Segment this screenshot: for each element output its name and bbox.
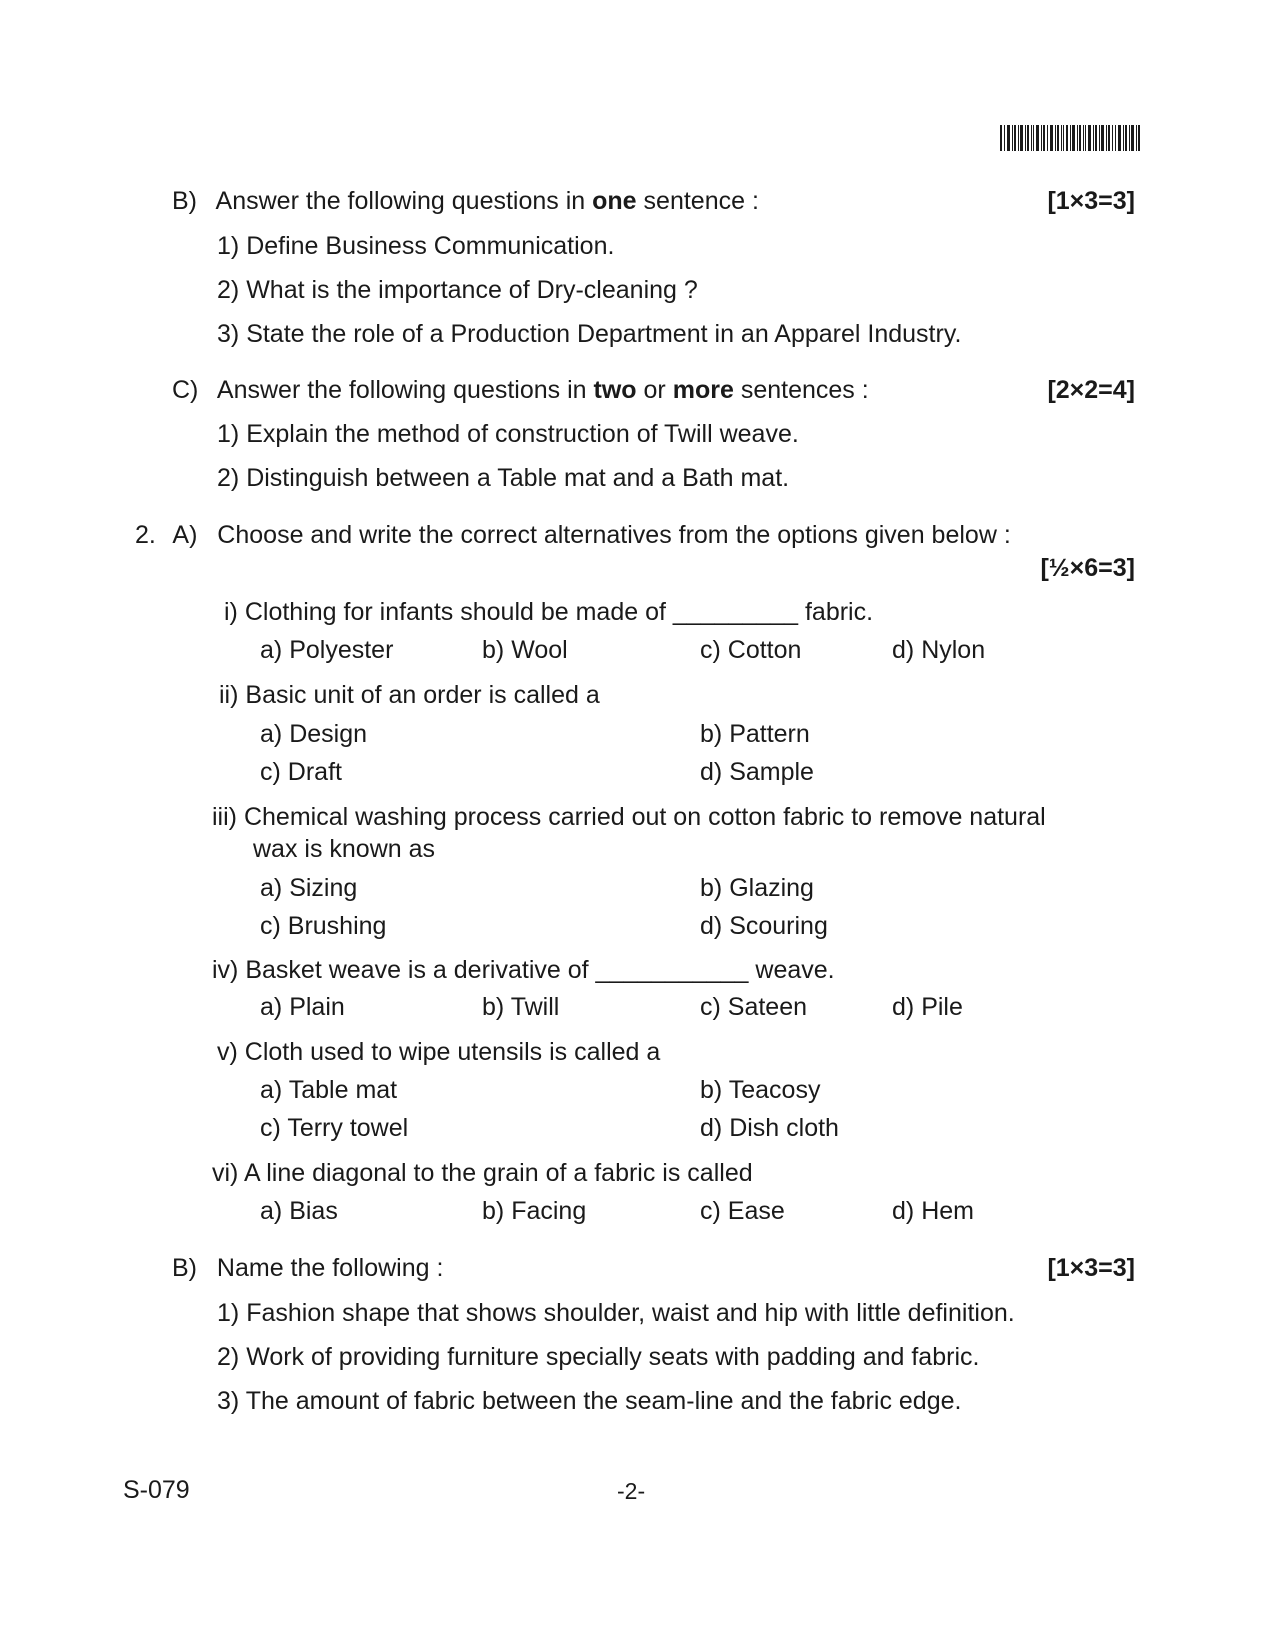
question-item xyxy=(217,278,698,303)
mcq-number: v) xyxy=(217,1038,238,1066)
mcq-number: iii) xyxy=(212,803,237,831)
item-text: Work of providing furniture specially seats with padding and fabric. xyxy=(246,1343,980,1371)
question-item xyxy=(217,1389,961,1414)
mcq-question xyxy=(212,1161,753,1186)
item-text: Fashion shape that shows shoulder, waist and hip with little definition. xyxy=(246,1299,1015,1327)
marks-allocation: [1×3=3] xyxy=(1047,1254,1135,1282)
mcq-number: iv) xyxy=(212,956,239,984)
section-c-heading xyxy=(172,378,869,403)
question-2-heading xyxy=(135,523,1011,548)
instruction-text: Choose and write the correct alternatives from the options given below : xyxy=(217,521,1011,549)
mcq-question xyxy=(217,1040,660,1065)
instruction-text: Name the following : xyxy=(216,1254,444,1282)
instruction-text: Answer the following questions in xyxy=(216,376,587,404)
instruction-emphasis: two xyxy=(593,376,637,404)
marks-allocation: [½×6=3] xyxy=(1040,554,1135,582)
mcq-option: c) Draft xyxy=(260,758,342,786)
mcq-option: b) Wool xyxy=(482,636,568,664)
mcq-question xyxy=(219,683,600,708)
question-number: 2. xyxy=(135,521,156,549)
mcq-option: b) Glazing xyxy=(700,874,814,902)
mcq-number: i) xyxy=(224,598,238,626)
mcq-option: d) Scouring xyxy=(700,912,828,940)
mcq-option: d) Pile xyxy=(892,993,963,1021)
mcq-question xyxy=(212,958,835,983)
item-number: 2) xyxy=(217,1343,240,1371)
instruction-emphasis: more xyxy=(672,376,734,404)
mcq-option: c) Sateen xyxy=(700,993,808,1021)
barcode-icon xyxy=(1000,125,1140,151)
mcq-option: a) Polyester xyxy=(260,636,394,664)
mcq-text-continued: wax is known as xyxy=(253,835,436,863)
instruction-text: sentences : xyxy=(740,376,869,404)
instruction-text: Answer the following questions in xyxy=(215,187,586,215)
question-item xyxy=(217,422,799,447)
mcq-option: c) Terry towel xyxy=(260,1114,409,1142)
question-item xyxy=(217,322,961,347)
item-text: The amount of fabric between the seam-line and the fabric edge. xyxy=(245,1387,962,1415)
mcq-text: Chemical washing process carried out on cotton fabric to remove natural xyxy=(243,803,1046,831)
mcq-option: a) Bias xyxy=(260,1197,338,1225)
page-number: -2- xyxy=(617,1478,646,1504)
marks-allocation: [2×2=4] xyxy=(1047,376,1135,404)
item-text: Distinguish between a Table mat and a Bath mat. xyxy=(246,464,790,492)
item-number: 2) xyxy=(217,276,240,304)
section-b-heading xyxy=(172,189,759,214)
mcq-option: b) Twill xyxy=(482,993,560,1021)
question-item xyxy=(217,234,614,259)
mcq-option: a) Table mat xyxy=(260,1076,398,1104)
question-item xyxy=(217,1301,1015,1326)
mcq-text: Cloth used to wipe utensils is called a xyxy=(244,1038,661,1066)
mcq-option: a) Plain xyxy=(260,993,345,1021)
item-number: 1) xyxy=(217,232,240,260)
marks-allocation: [1×3=3] xyxy=(1047,187,1135,215)
mcq-number: ii) xyxy=(219,681,239,709)
mcq-option: c) Brushing xyxy=(260,912,387,940)
mcq-number: vi) xyxy=(212,1159,239,1187)
item-number: 1) xyxy=(217,1299,240,1327)
mcq-option: c) Cotton xyxy=(700,636,802,664)
mcq-text: Basic unit of an order is called a xyxy=(245,681,600,709)
mcq-option: a) Design xyxy=(260,720,368,748)
item-text: State the role of a Production Department in an Apparel Industry. xyxy=(246,320,962,348)
item-number: 3) xyxy=(217,1387,240,1415)
mcq-option: d) Sample xyxy=(700,758,814,786)
mcq-text: A line diagonal to the grain of a fabric is called xyxy=(243,1159,753,1187)
mcq-option: d) Dish cloth xyxy=(700,1114,839,1142)
section-label: B) xyxy=(172,1254,197,1282)
mcq-option: c) Ease xyxy=(700,1197,785,1225)
item-text: What is the importance of Dry-cleaning ? xyxy=(246,276,698,304)
mcq-question xyxy=(224,600,873,625)
item-number: 3) xyxy=(217,320,240,348)
section-label: C) xyxy=(172,376,199,404)
item-number: 1) xyxy=(217,420,240,448)
section-label: A) xyxy=(172,521,198,549)
mcq-option: d) Nylon xyxy=(892,636,986,664)
mcq-option: a) Sizing xyxy=(260,874,358,902)
section-label: B) xyxy=(172,187,197,215)
item-text: Define Business Communication. xyxy=(246,232,615,260)
instruction-text: or xyxy=(643,376,666,404)
mcq-option: d) Hem xyxy=(892,1197,974,1225)
mcq-question xyxy=(212,805,1046,830)
mcq-option: b) Teacosy xyxy=(700,1076,821,1104)
instruction-emphasis: one xyxy=(592,187,637,215)
instruction-text: sentence : xyxy=(643,187,759,215)
mcq-text: Basket weave is a derivative of ___________ weave. xyxy=(245,956,835,984)
question-item xyxy=(217,1345,979,1370)
mcq-option: b) Pattern xyxy=(700,720,810,748)
item-text: Explain the method of construction of Twill weave. xyxy=(246,420,799,448)
question-item xyxy=(217,466,789,491)
paper-code: S-079 xyxy=(123,1476,190,1504)
mcq-option: b) Facing xyxy=(482,1197,587,1225)
item-number: 2) xyxy=(217,464,240,492)
section-b-heading xyxy=(172,1256,443,1281)
mcq-text: Clothing for infants should be made of _________ fabric. xyxy=(244,598,874,626)
